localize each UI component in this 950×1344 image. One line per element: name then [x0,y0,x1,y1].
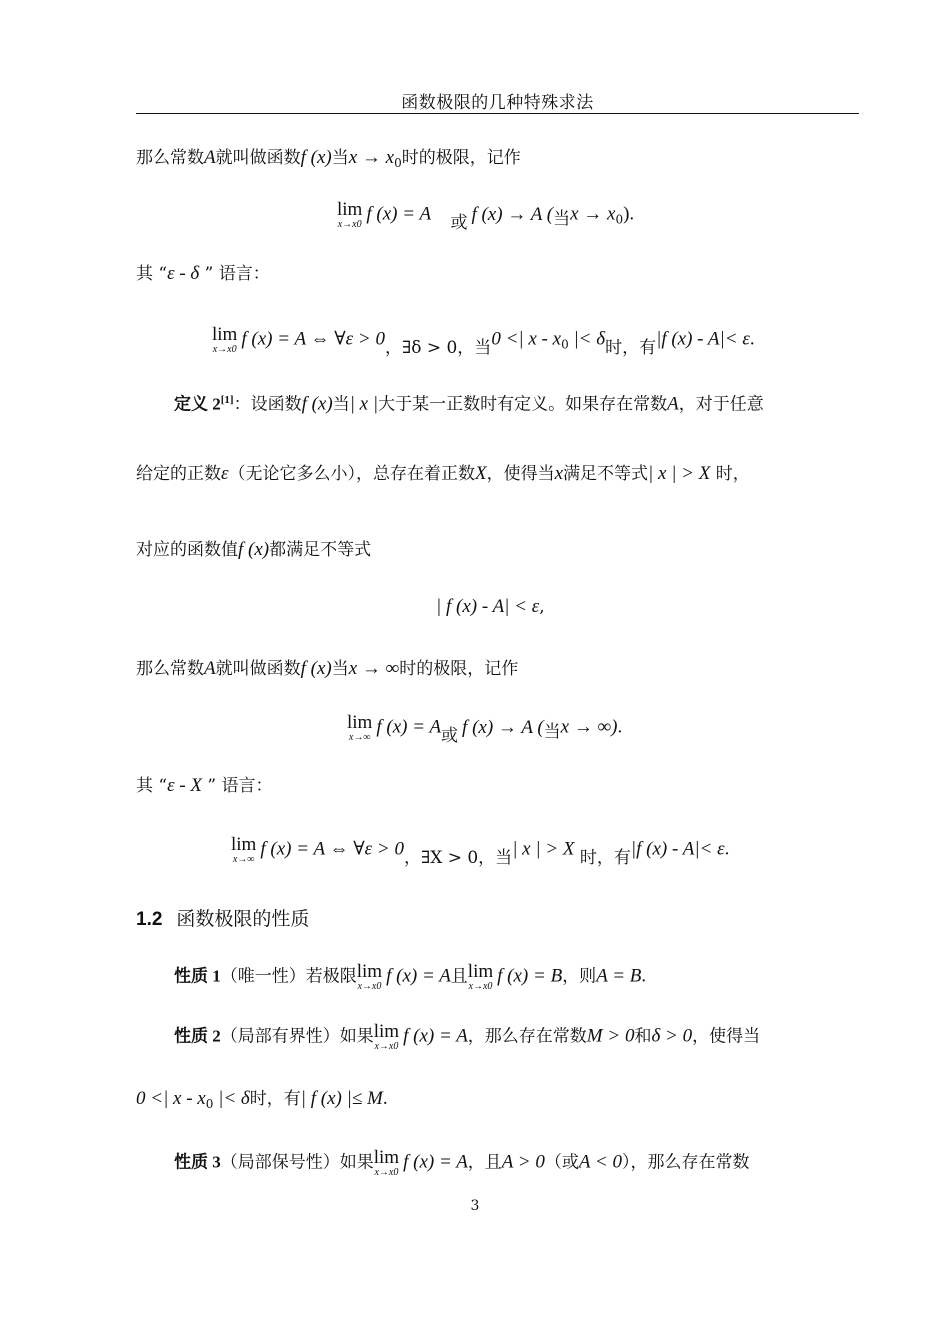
text: 就叫做函数 [215,659,301,679]
lim-word: lim [212,324,238,345]
property-label: 性质 3 [174,1152,221,1172]
text: 或 [450,212,468,233]
limit-operator [212,325,237,355]
text: ，则 [562,966,597,987]
math: A [204,658,216,679]
text: , [539,597,545,617]
math: 0 <| x - x [136,1088,206,1109]
property-label: 性质 2 [174,1026,221,1046]
math: f (x) → A ( [471,203,554,225]
property-2 [174,1022,760,1052]
text: ，对于任意 [678,394,764,415]
math: X [475,463,487,484]
text-line-1 [136,144,521,177]
text: ” 语言： [199,264,270,284]
text: 当 [553,208,571,229]
header-rule [136,113,859,114]
lim-under: x→∞ [348,732,371,743]
text: 当 [331,148,349,168]
math: δ > 0 [651,1025,693,1047]
lim-word: lim [467,961,494,982]
text: 都满足不等式 [269,540,372,560]
text: （局部有界性）如果 [220,1026,374,1047]
limit-operator [337,200,362,230]
math: f (x) = A [386,965,451,987]
limit-operator [468,962,493,992]
lim-word: lim [373,1021,400,1042]
running-header: 函数极限的几种特殊求法 [401,93,594,113]
math: |< δ [213,1088,250,1109]
lim-under: x→x0 [374,1167,399,1178]
equation-2 [212,325,755,359]
math: M > 0 [586,1025,635,1047]
math: A [667,393,679,415]
text: ，那么存在常数 [467,1026,587,1047]
page-number: 3 [470,1198,480,1214]
math: . [617,716,623,738]
text: ，∃X > 0，当 [403,847,513,868]
text: （无论它多么小），总存在着正数 [228,464,475,484]
text: ：设函数 [233,394,302,415]
math: f (x) [300,658,332,679]
lim-word: lim [231,834,257,855]
lim-word: lim [356,961,383,982]
math: f (x) = A [376,716,442,738]
text: 且 [450,966,468,987]
lim-under: x→x0 [212,344,237,355]
math: f (x) = A ⇔ ∀ε > 0 [241,328,385,350]
text: ，且 [467,1152,502,1173]
subscript: 0 [561,337,569,352]
lim-word: lim [337,199,363,220]
math: . [641,965,647,987]
equation-1 [337,200,634,234]
math: ε - δ [167,263,200,284]
lim-under: x→x0 [468,981,493,992]
math: x → ∞ [348,658,400,679]
math: | x | > X [512,838,575,860]
limit-operator [347,713,372,743]
property-label: 性质 1 [174,966,221,986]
math: f (x) = A [403,1151,468,1173]
math: f (x) → A ( [462,716,544,738]
text: 当 [331,659,349,679]
math: f (x) = A [366,203,432,225]
text: （局部保号性）如果 [220,1152,374,1173]
lim-word: lim [347,712,373,733]
math: ε [221,463,229,484]
text: 时的极限，记作 [399,659,519,679]
math: ε - X [167,775,203,796]
text: 那么常数 [136,148,204,168]
text: ” 语言： [202,776,273,796]
property-2-continued [136,1085,388,1118]
text: 当 [543,721,561,742]
math: | x | [349,393,379,415]
math: f (x) = A ⇔ ∀ε > 0 [260,838,404,860]
math: |f (x) - A|< ε [630,838,725,860]
section-title: 函数极限的性质 [176,908,310,930]
equation-3 [436,593,545,621]
text-line-3 [136,460,750,488]
math: | f (x) - A| < ε [436,596,540,617]
math: . [749,328,755,350]
text: 和 [634,1026,652,1047]
lim-under: x→x0 [337,219,362,230]
text: （或 [544,1152,579,1173]
text: 时，有 [249,1089,301,1109]
text: ），那么存在常数 [621,1152,750,1173]
limit-operator [374,1148,399,1178]
math: x → x [348,147,395,168]
math: |f (x) - A|< ε [656,328,750,350]
text: 满足不等式 [563,464,649,484]
reference-mark: [1] [220,394,234,406]
limit-operator [357,962,382,992]
section-heading [136,904,309,931]
math: f (x) [300,147,332,168]
text: 时， [710,464,750,484]
property-1 [174,962,646,992]
text-line-4 [136,536,371,564]
text: ，使得当 [692,1026,761,1047]
text: ，使得当 [486,464,555,484]
math: f (x) = A [403,1025,468,1047]
equation-4 [347,712,623,746]
lim-under: x→x0 [374,1041,399,1052]
text: 那么常数 [136,659,204,679]
text: 给定的正数 [136,464,221,484]
math: . [724,838,730,860]
subscript: 0 [615,212,624,227]
math: | f (x) |≤ M [300,1088,383,1109]
math: f (x) = B [497,965,563,987]
text: 时，有 [605,337,657,358]
math: 0 <| x - x [491,328,562,350]
math: |< δ [568,328,606,350]
limit-operator [231,835,256,865]
text: （唯一性）若极限 [220,966,357,987]
text: 其 “ [136,264,168,284]
subscript: 0 [394,156,402,170]
math: A < 0 [578,1151,622,1173]
text-line-5 [136,655,518,683]
math: f (x) [238,539,270,560]
text: 其 “ [136,776,168,796]
text: 就叫做函数 [215,148,301,168]
text: 时的极限，记作 [401,148,521,168]
section-number: 1.2 [136,909,163,930]
math: ). [623,203,635,225]
text: 或 [441,725,459,746]
lim-word: lim [373,1147,400,1168]
definition-2-line [174,386,764,419]
math: f (x) [301,393,333,415]
text: ，∃δ > 0，当 [384,337,492,358]
math: | x | > X [648,463,711,484]
equation-5 [231,834,730,868]
text-line-2 [136,260,270,288]
text: 时，有 [574,847,631,868]
math: A > 0 [501,1151,545,1173]
math: A [204,147,216,168]
math: x → ∞) [560,716,618,738]
text: 对应的函数值 [136,540,238,560]
text: 当 [332,394,350,415]
subscript: 0 [205,1097,214,1111]
limit-operator [374,1022,399,1052]
text-line-6 [136,772,273,800]
math: A = B [596,965,642,987]
math: x [554,463,564,484]
math: x → x [570,203,616,225]
lim-under: x→∞ [232,854,255,865]
property-3 [174,1148,749,1178]
lim-under: x→x0 [357,981,382,992]
math: . [382,1088,388,1109]
definition-label: 定义 2 [174,394,221,414]
text: 大于某一正数时有定义。如果存在常数 [378,394,668,415]
